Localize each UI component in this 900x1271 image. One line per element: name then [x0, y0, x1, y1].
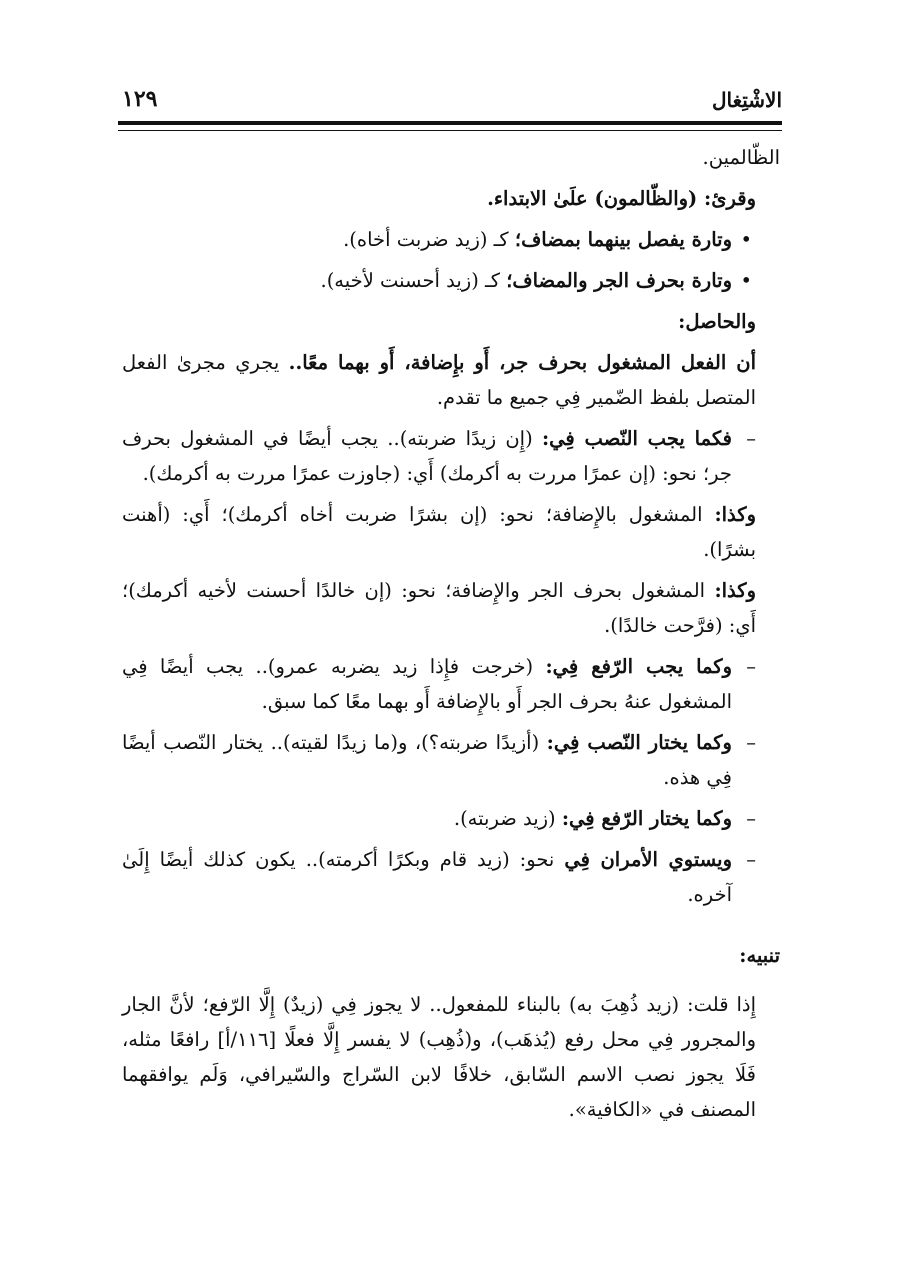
paragraph-kadha-1: وكذا: المشغول بالإِضافة؛ نحو: (إن بشرًا ضربت أخاه أكرمك)؛ أَي: (أهنت بشرًا).	[122, 503, 756, 561]
paragraph-2: وقرئ: (والظّالمون) علَىٰ الابتداء.	[487, 187, 756, 210]
paragraph-1: الظّالمين.	[702, 146, 780, 169]
bullet-marker: •	[740, 228, 752, 251]
bullet-item-1: • وتارة يفصل بينهما بمضاف؛ كـ (زيد ضربت أخاه).	[122, 222, 780, 257]
dash-marker: –	[746, 848, 756, 871]
dash-item-3: – وكما يختار النّصب فِي: (أزيدًا ضربته؟)، و(ما زيدًا لقيته).. يختار النّصب أيضًا فِي هذه.	[122, 725, 780, 795]
header-rule-thick	[118, 121, 782, 125]
dash-item-5: – ويستوي الأمران فِي نحو: (زيد قام وبكرًا أكرمته).. يكون كذلك أيضًا إِلَىٰ آخره.	[122, 842, 780, 912]
header-rule-thin	[118, 130, 782, 131]
page-body	[122, 140, 780, 1133]
dash-item-4: – وكما يختار الرّفع فِي: (زيد ضربته).	[122, 801, 780, 836]
bullet-item-2: • وتارة بحرف الجر والمضاف؛ كـ (زيد أحسنت لأخيه).	[122, 263, 780, 298]
page-header	[118, 78, 782, 118]
dash-marker: –	[746, 807, 756, 830]
dash-marker: –	[746, 655, 756, 678]
dash-item-1: – فكما يجب النّصب فِي: (إِن زيدًا ضربته).. يجب أيضًا في المشغول بحرف جر؛ نحو: (إن عمرًا مررت به أكرمك) أَي: (جاوزت عمرًا مررت به أكرمك).	[122, 421, 780, 491]
dash-marker: –	[746, 731, 756, 754]
paragraph-summary: أن الفعل المشغول بحرف جر، أَو بإِضافة، أَو بهما معًا.. يجري مجرىٰ الفعل المتصل بلفظ الضّمير فِي جميع ما تقدم.	[122, 351, 756, 409]
notice-heading: تنبيه:	[739, 944, 780, 967]
paragraph-kadha-2: وكذا: المشغول بحرف الجر والإِضافة؛ نحو: (إن خالدًا أحسنت لأخيه أكرمك)؛ أَي: (فرَّحت خالدًا).	[122, 579, 756, 637]
chapter-title: الاشْتِغال	[711, 88, 782, 112]
notice-paragraph: إِذا قلت: (زيد ذُهِبَ به) بالبناء للمفعول.. لا يجوز فِي (زيدٌ) إِلَّا الرّفع؛ لأنَّ الجار والمجرور فِي محل رفع (يُذهَب)، و(ذُهِب) لا يفسر إِلَّا فعلًا [١١٦/أ] رافعًا مثله، فَلَا يجوز نصب الاسم السّابق، خلافًا لابن السّراج والسّيرافي، وَلَم يوافقهما المصنف في «الكافية».	[122, 993, 757, 1121]
bullet-marker: •	[740, 269, 752, 292]
dash-marker: –	[746, 427, 756, 450]
paragraph-summary-heading: والحاصل:	[678, 310, 756, 333]
page-number: ١٢٩	[122, 86, 158, 112]
dash-item-2: – وكما يجب الرّفع فِي: (خرجت فإِذا زيد يضربه عمرو).. يجب أيضًا فِي المشغول عنهُ بحرف الجر أَو بالإِضافة أَو بهما معًا كما سبق.	[122, 649, 780, 719]
